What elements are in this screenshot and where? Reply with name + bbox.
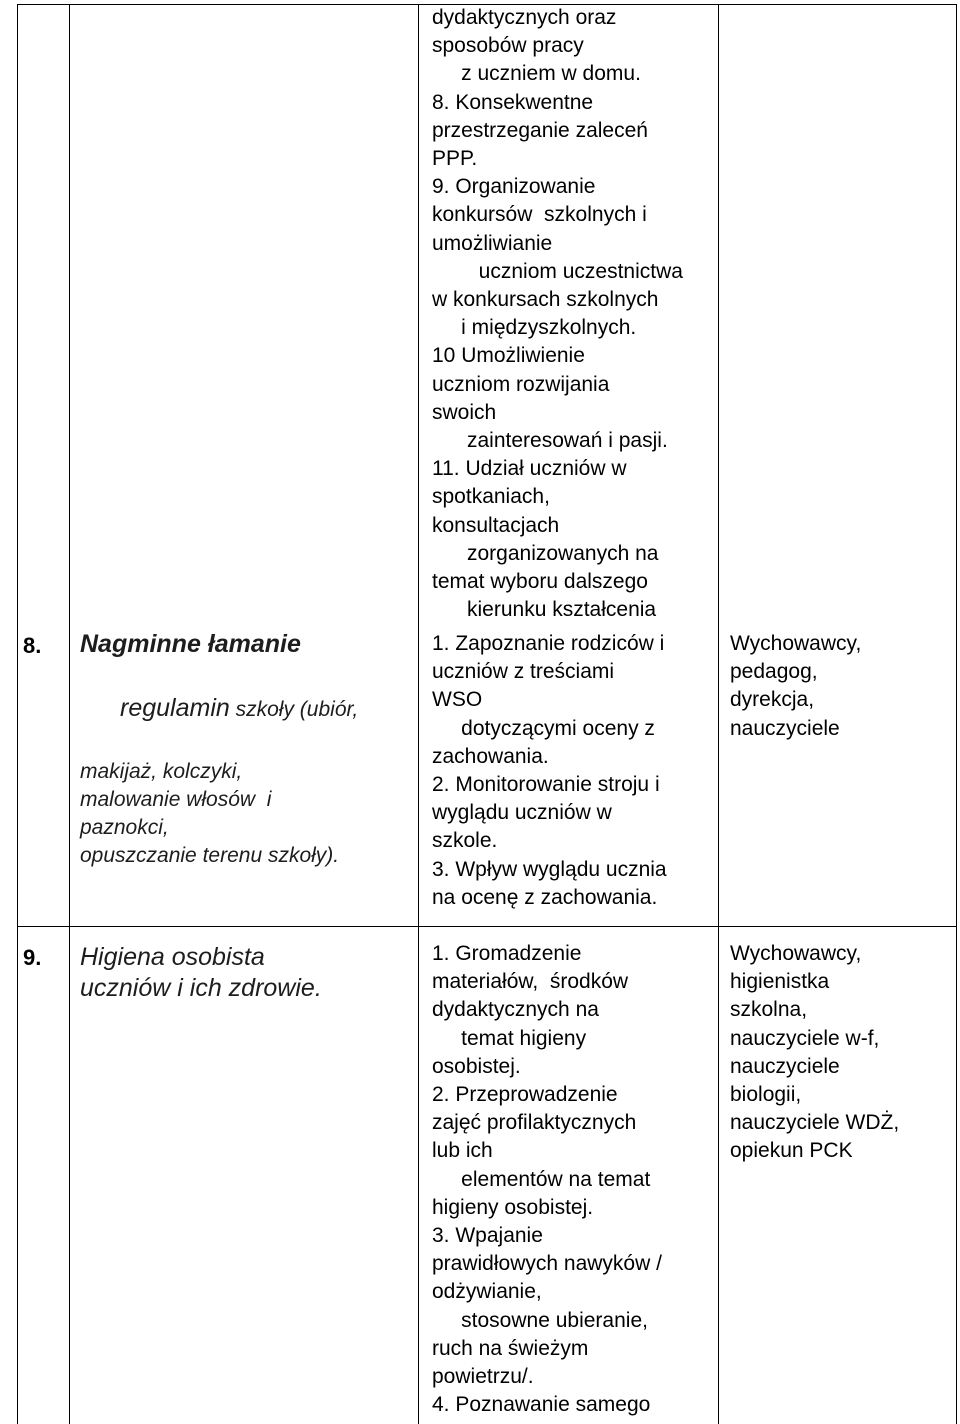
row9-col4-line: nauczyciele w-f, bbox=[730, 1026, 880, 1050]
row8-col3-line: zachowania. bbox=[432, 744, 549, 768]
row8-col3-line: WSO bbox=[432, 688, 483, 712]
row9-col3-line: powietrzu/. bbox=[432, 1365, 534, 1389]
table-border-left bbox=[17, 4, 18, 1424]
row9-col3-line: ruch na świeżym bbox=[432, 1336, 589, 1360]
row8-col3-line: 2. Monitorowanie stroju i bbox=[432, 773, 660, 797]
row-top-col3-line: zainteresowań i pasji. bbox=[432, 429, 668, 453]
row-top-col3-line: przestrzeganie zaleceń bbox=[432, 118, 648, 142]
row8-col3-line: na ocenę z zachowania. bbox=[432, 885, 658, 909]
row-top-col3-line: PPP. bbox=[432, 147, 478, 171]
row8-col3-line: szkole. bbox=[432, 829, 498, 853]
row9-col3-line: lub ich bbox=[432, 1139, 493, 1163]
row9-col3-line: dydaktycznych na bbox=[432, 998, 599, 1022]
row8-col4-line: dyrekcja, bbox=[730, 688, 815, 712]
row9-col3-line: 2. Przeprowadzenie bbox=[432, 1083, 618, 1107]
row9-col3-line: elementów na temat bbox=[432, 1167, 651, 1191]
row-top-col3-line: zorganizowanych na bbox=[432, 541, 659, 565]
row9-col4-line: Wychowawcy, bbox=[730, 942, 862, 965]
row-top-col3-line: temat wyboru dalszego bbox=[432, 570, 648, 594]
row9-col4-line: nauczyciele bbox=[730, 1054, 840, 1078]
row8-title-line1: Nagminne łamanie bbox=[80, 630, 301, 658]
row9-col3-line: materiałów, środków bbox=[432, 970, 629, 994]
row8-number: 8. bbox=[23, 633, 42, 658]
row-top-col3-line: uczniom uczestnictwa bbox=[432, 259, 683, 283]
row-top-col3-line: kierunku kształcenia bbox=[432, 598, 657, 622]
row-top-col3-line: 11. Udział uczniów w bbox=[432, 457, 627, 481]
row-top-col3-line: sposobów pracy bbox=[432, 34, 584, 58]
row9-col3-line: osobistej. bbox=[432, 1054, 521, 1078]
row9-col3-line: higieny osobistej. bbox=[432, 1195, 594, 1219]
row-top-col3-line: 9. Organizowanie bbox=[432, 175, 596, 199]
row8-col3-line: wyglądu uczniów w bbox=[432, 801, 612, 825]
row8-title-line3: makijaż, kolczyki, bbox=[80, 760, 243, 783]
row9-col4-line: opiekun PCK bbox=[730, 1139, 853, 1163]
row8-col3-line: 3. Wpływ wyglądu ucznia bbox=[432, 857, 667, 881]
row-top-col3-line: uczniom rozwijania bbox=[432, 372, 610, 396]
table-border-col3 bbox=[718, 4, 719, 1424]
row9-col4-line: nauczyciele WDŻ, bbox=[730, 1111, 900, 1135]
row-top-col3-line: umożliwianie bbox=[432, 231, 553, 255]
row9-col3-line: stosowne ubieranie, bbox=[432, 1308, 648, 1332]
row-top-col3-line: w konkursach szkolnych bbox=[432, 288, 659, 312]
row9-title-line1: Higiena osobista bbox=[80, 943, 265, 971]
row9-col4-line: szkolna, bbox=[730, 998, 808, 1022]
row-top-col3-line: 10 Umożliwienie bbox=[432, 344, 585, 368]
row9-col3-line: prawidłowych nawyków / bbox=[432, 1252, 662, 1276]
row8-col3-text bbox=[432, 630, 667, 912]
row8-col4-line: nauczyciele bbox=[730, 716, 840, 740]
row9-col4-text bbox=[730, 940, 899, 1166]
row9-title-line2: uczniów i ich zdrowie. bbox=[80, 974, 322, 1002]
row9-col3-line: odżywianie, bbox=[432, 1280, 542, 1304]
row9-col3-line: 4. Poznawanie samego bbox=[432, 1393, 651, 1417]
row8-title-line2 bbox=[80, 660, 358, 758]
row9-col3-line: zajęć profilaktycznych bbox=[432, 1111, 637, 1135]
row-top-col3-line: konkursów szkolnych i bbox=[432, 203, 647, 227]
row9-col3-line: temat higieny bbox=[432, 1026, 587, 1050]
row-top-col3-line: swoich bbox=[432, 400, 497, 424]
row9-title bbox=[80, 942, 322, 1004]
table-border-col1 bbox=[69, 4, 70, 1424]
row8-title-line2-small: szkoły (ubiór, bbox=[229, 698, 359, 721]
row-top-col3-line: dydaktycznych oraz bbox=[432, 6, 617, 29]
row8-col3-line: 1. Zapoznanie rodziców i bbox=[432, 632, 665, 655]
row9-number: 9. bbox=[23, 945, 42, 970]
row8-title-line5: paznokci, bbox=[80, 816, 169, 839]
row-top-col3-line: z uczniem w domu. bbox=[432, 62, 641, 86]
row8-title-line2-big: regulamin bbox=[120, 694, 230, 722]
table-border-col2 bbox=[418, 4, 419, 1424]
row8-title-line4: malowanie włosów i bbox=[80, 788, 272, 811]
row-top-col3-line: i międzyszkolnych. bbox=[432, 316, 637, 340]
row-top-col3-line: spotkaniach, bbox=[432, 485, 550, 509]
row9-col3-text bbox=[432, 940, 662, 1419]
row9-col3-line: 1. Gromadzenie bbox=[432, 942, 582, 965]
row8-col3-line: dotyczącymi oceny z bbox=[432, 716, 655, 740]
row9-col4-line: biologii, bbox=[730, 1083, 802, 1107]
row-top-col3-line: 8. Konsekwentne bbox=[432, 90, 594, 114]
row-top-col3-text bbox=[432, 4, 683, 624]
row8-col4-line: pedagog, bbox=[730, 660, 818, 684]
table-border-row9-top bbox=[17, 926, 957, 927]
row-top-col3-line: konsultacjach bbox=[432, 513, 560, 537]
row8-title-line6: opuszczanie terenu szkoły). bbox=[80, 844, 340, 867]
table-border-right bbox=[956, 4, 957, 1424]
row8-col4-text bbox=[730, 630, 861, 743]
row8-col3-line: uczniów z treściami bbox=[432, 660, 615, 684]
row8-title bbox=[80, 628, 358, 870]
row8-col4-line: Wychowawcy, bbox=[730, 632, 862, 655]
row9-col3-line: 3. Wpajanie bbox=[432, 1224, 543, 1248]
row9-col4-line: higienistka bbox=[730, 970, 830, 994]
